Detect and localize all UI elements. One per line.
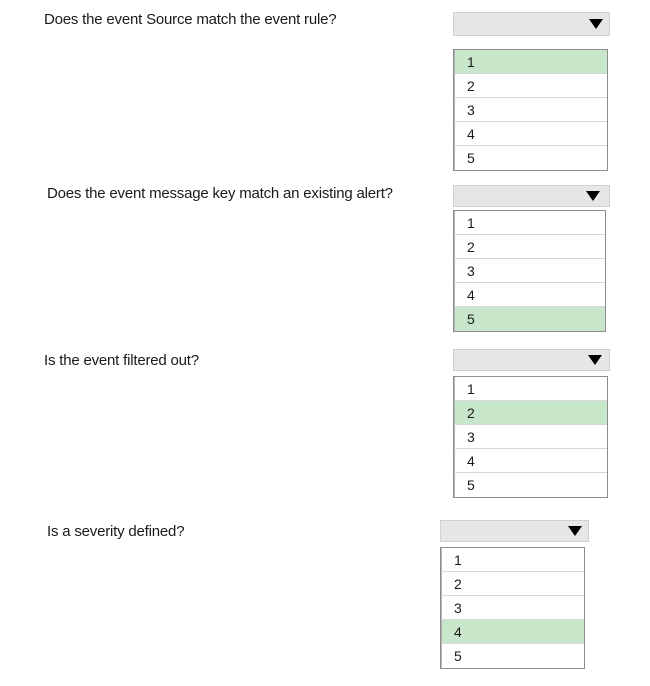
dropdown-option[interactable]: 3 bbox=[454, 425, 607, 449]
dropdown-option[interactable]: 1 bbox=[441, 548, 584, 572]
dropdown-3-header[interactable] bbox=[453, 349, 610, 371]
dropdown-2-header[interactable] bbox=[453, 185, 610, 207]
dropdown-4-header[interactable] bbox=[440, 520, 589, 542]
question-4-dropdown[interactable] bbox=[440, 520, 589, 670]
dropdown-arrow-icon[interactable] bbox=[588, 355, 602, 365]
question-2-dropdown[interactable] bbox=[453, 185, 610, 337]
dropdown-option[interactable]: 2 bbox=[454, 74, 607, 98]
dropdown-option[interactable]: 3 bbox=[441, 596, 584, 620]
dropdown-option[interactable]: 4 bbox=[454, 122, 607, 146]
dropdown-2-options bbox=[453, 210, 606, 332]
dropdown-option[interactable]: 2 bbox=[454, 401, 607, 425]
question-3-label: Is the event filtered out? bbox=[44, 352, 199, 369]
question-1-label: Does the event Source match the event rule? bbox=[44, 11, 337, 28]
dropdown-option[interactable]: 1 bbox=[454, 50, 607, 74]
dropdown-4-options bbox=[440, 547, 585, 669]
dropdown-arrow-icon[interactable] bbox=[586, 191, 600, 201]
dropdown-option[interactable]: 5 bbox=[454, 307, 605, 331]
dropdown-option[interactable]: 4 bbox=[441, 620, 584, 644]
dropdown-option[interactable]: 3 bbox=[454, 98, 607, 122]
question-4-label: Is a severity defined? bbox=[47, 523, 185, 540]
dropdown-option[interactable]: 5 bbox=[441, 644, 584, 668]
dropdown-option[interactable]: 4 bbox=[454, 283, 605, 307]
dropdown-option[interactable]: 1 bbox=[454, 211, 605, 235]
dropdown-option[interactable]: 2 bbox=[454, 235, 605, 259]
dropdown-option[interactable]: 5 bbox=[454, 146, 607, 170]
dropdown-option[interactable]: 5 bbox=[454, 473, 607, 497]
dropdown-option[interactable]: 1 bbox=[454, 377, 607, 401]
dropdown-arrow-icon[interactable] bbox=[568, 526, 582, 536]
question-2-label: Does the event message key match an existing alert? bbox=[47, 185, 393, 202]
dropdown-option[interactable]: 4 bbox=[454, 449, 607, 473]
dropdown-arrow-icon[interactable] bbox=[589, 19, 603, 29]
dropdown-option[interactable]: 3 bbox=[454, 259, 605, 283]
question-1-dropdown[interactable] bbox=[453, 12, 610, 164]
dropdown-3-options bbox=[453, 376, 608, 498]
dropdown-1-options bbox=[453, 49, 608, 171]
dropdown-1-header[interactable] bbox=[453, 12, 610, 36]
dropdown-option[interactable]: 2 bbox=[441, 572, 584, 596]
question-3-dropdown[interactable] bbox=[453, 349, 610, 501]
